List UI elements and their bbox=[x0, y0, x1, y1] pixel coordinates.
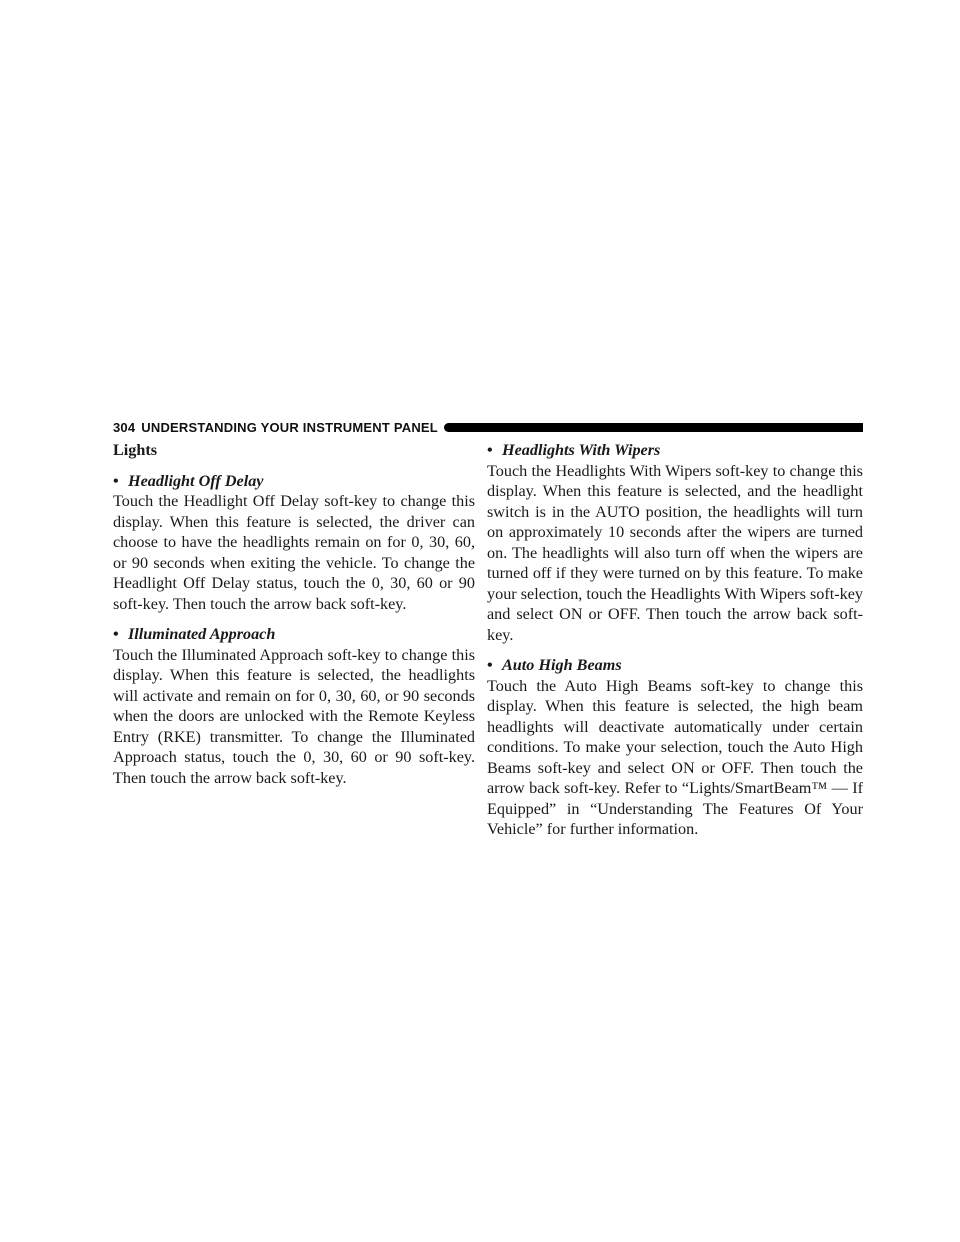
header-rule bbox=[444, 423, 863, 432]
feature-description: Touch the Auto High Beams soft-key to change this display. When this feature is selected, the high beam headlights will deactivate automatically under certain conditions. To make your selection, touch the Auto High Beams soft-key and select ON or OFF. Then touch the arrow back soft-key. Refer to “Lights/SmartBeam™ — If Equipped” in “Understanding The Features Of Your Vehicle” for further information. bbox=[487, 676, 863, 838]
section-heading: Lights bbox=[113, 441, 158, 459]
page-header bbox=[113, 418, 863, 436]
feature-title-text: Headlights With Wipers bbox=[502, 441, 661, 459]
feature-title bbox=[487, 440, 863, 461]
feature-description: Touch the Headlights With Wipers soft-key to change this display. When this feature is selected, and the headlight switch is in the AUTO position, the headlights will turn on approximately 10 seconds after the wipers are turned on. The headlights will also turn off when the wipers are turned off if they were turned on by this feature. To make your selection, touch the Headlights With Wipers soft-key and select ON or OFF. Then touch the arrow back soft-key. bbox=[487, 461, 863, 644]
feature-title-text: Illuminated Approach bbox=[128, 625, 276, 643]
feature-title-text: Headlight Off Delay bbox=[128, 471, 264, 490]
feature-title bbox=[487, 655, 863, 676]
bullet-icon: • bbox=[113, 625, 119, 643]
left-column bbox=[113, 440, 475, 798]
bullet-icon: • bbox=[487, 441, 493, 459]
bullet-icon: • bbox=[487, 656, 493, 674]
section-title: UNDERSTANDING YOUR INSTRUMENT PANEL bbox=[141, 419, 438, 435]
feature-description: Touch the Headlight Off Delay soft-key to change this display. When this feature is selected, the driver can choose to have the headlights remain on for 0, 30, 60, or 90 seconds when exiting the vehicle. To change the Headlight Off Delay status, touch the 0, 30, 60 or 90 soft-key. Then touch the arrow back soft-key. bbox=[113, 492, 475, 613]
right-column bbox=[487, 440, 863, 850]
page-number: 304 bbox=[113, 419, 136, 435]
bullet-icon: • bbox=[113, 471, 119, 490]
feature-title bbox=[113, 471, 475, 492]
feature-description: Touch the Illuminated Approach soft-key to change this display. When this feature is selected, the headlights will activate and remain on for 0, 30, 60, or 90 seconds when the doors are unlocked with the Remote Keyless Entry (RKE) transmitter. To change the Illuminated Approach status, touch the 0, 30, 60 or 90 soft-key. Then touch the arrow back soft-key. bbox=[113, 645, 475, 787]
feature-title-text: Auto High Beams bbox=[502, 656, 622, 674]
feature-title bbox=[113, 624, 475, 645]
